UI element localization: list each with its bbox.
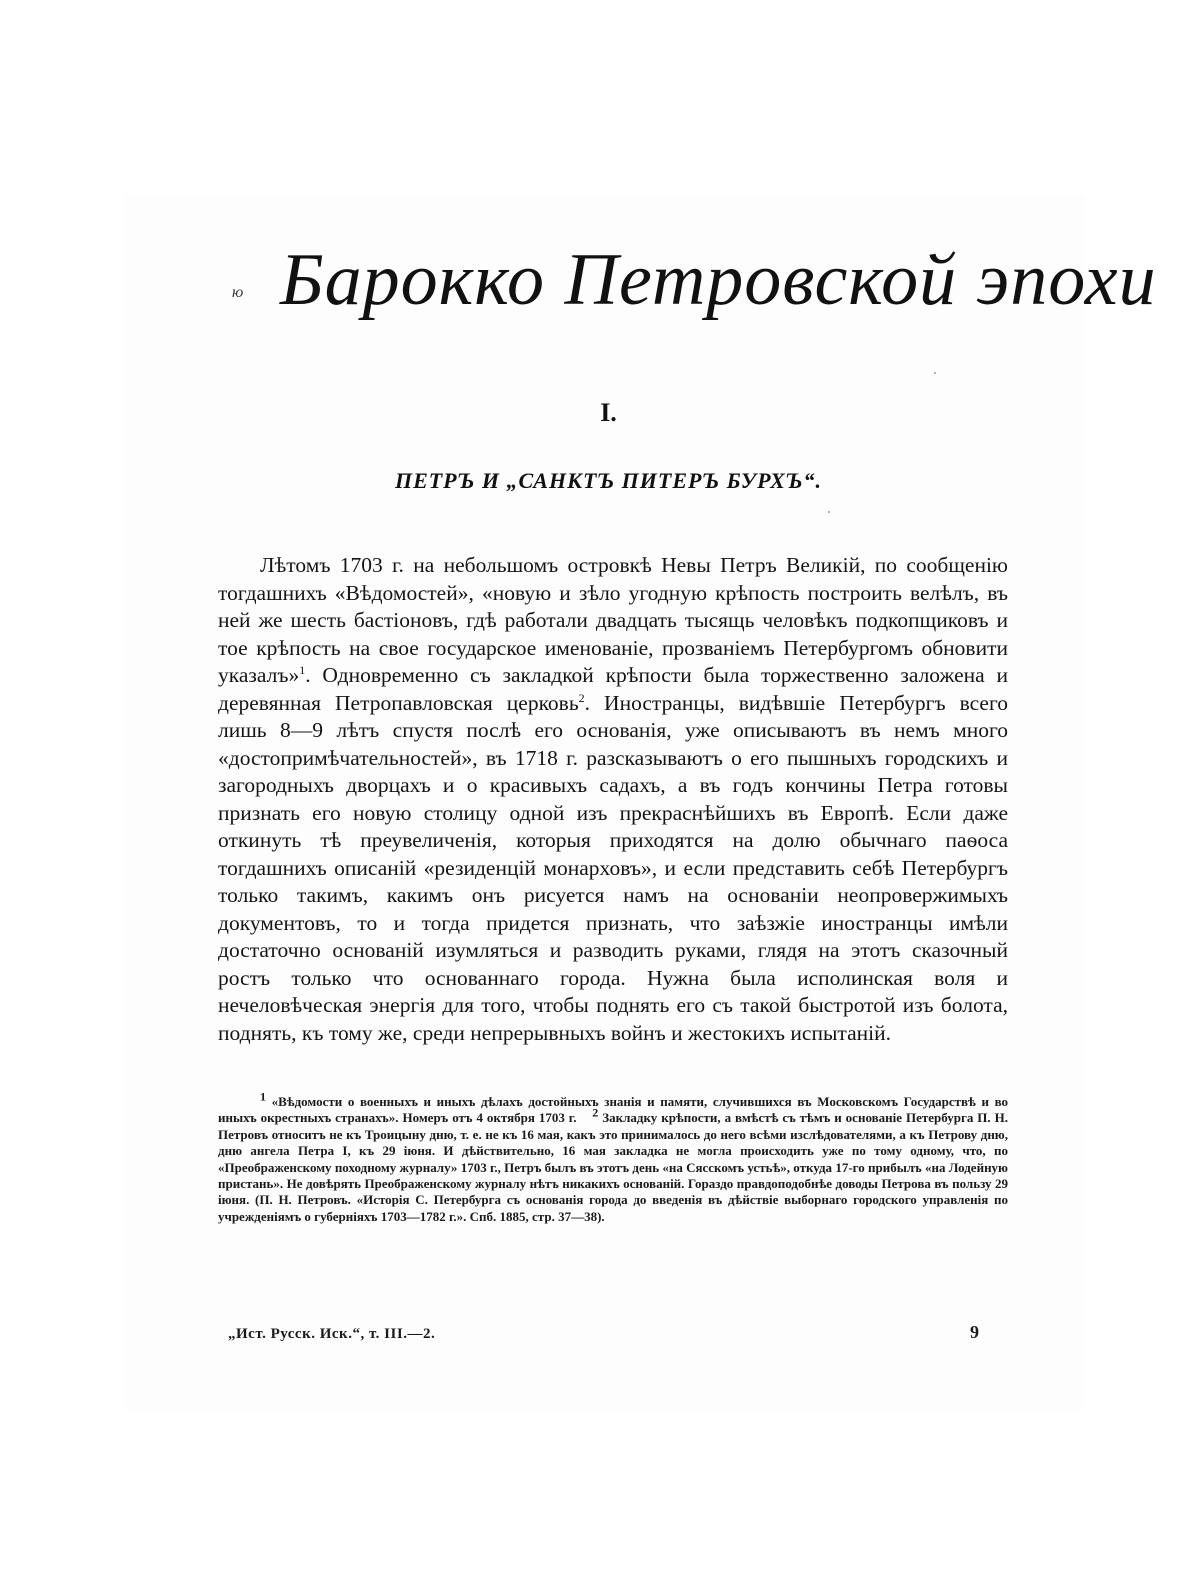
body-text-part-2: . Одновременно съ закладкой крѣпости была торжественно заложена и деревянная Петропавловская церковь: [218, 663, 1008, 715]
chapter-title: ПЕТРЪ И „САНКТЪ ПИТЕРЪ БУРХЪ“.: [394, 468, 823, 493]
footnotes: [218, 1089, 1009, 1225]
print-speck: [934, 372, 936, 374]
footnote-1-text: «Вѣдомости о военныхъ и иныхъ дѣлахъ достойныхъ знанія и памяти, случившихся въ Московскомъ Государствѣ и во иныхъ окрестныхъ странахъ». Номеръ отъ 4 октября 1703 г.: [218, 1094, 1009, 1126]
chapter-number: I.: [600, 398, 617, 427]
footnote-2-text: Закладку крѣпости, а вмѣстѣ съ тѣмъ и основаніе Петербурга П. Н. Петровъ относитъ не къ Троицыну дню, т. е. не къ 16 мая, какъ это принималось до него всѣми изслѣдователями, а къ Петрову дню, дню ангела Петра I, къ 29 іюня. И дѣйствительно, 16 мая закладка не могла происходить уже по тому одному, что, по «Преображенскому походному журналу» 1703 г., Петръ былъ въ этотъ день «на Сясскомъ устьѣ», откуда 17-го прибылъ «на Лодейную пристань». Не довѣрять Преображенскому журналу нѣтъ никакихъ основаній. Гораздо правдоподобнѣе доводы Петрова въ пользу 29 іюня. (П. Н. Петровъ. «Исторія С. Петербурга съ основанія города до введенія въ дѣйствіе выборнаго городского управленія по учрежденіямъ о губерніяхъ 1703—1782 г.». Спб. 1885, стр. 37—38).: [218, 1110, 1008, 1224]
margin-mark: ю: [232, 284, 244, 301]
body-text-part-1: Лѣтомъ 1703 г. на небольшомъ островкѣ Невы Петръ Великій, по сообщенію тогдашнихъ «Вѣдомостей», «новую и зѣло угодную крѣпость построить велѣлъ, въ ней же шесть бастіоновъ, гдѣ работали двадцать тысящь человѣкъ подкопщиковъ и тое крѣпость на свое государское именованіе, прозваніемъ Петербургомъ обновити указалъ»: [218, 553, 1008, 687]
footnote-2-marker: 2: [592, 1106, 599, 1121]
footer-source: „Ист. Русск. Иск.“, т. III.—2.: [228, 1326, 436, 1342]
footnote-1-marker: 1: [260, 1089, 266, 1104]
footnote-ref-1: 1: [299, 662, 306, 677]
body-text-part-3: . Иностранцы, видѣвшіе Петербургъ всего лишь 8—9 лѣтъ спустя послѣ его основанія, уже описываютъ въ немъ много «достопримѣчательностей», въ 1718 г. разсказываютъ о его пышныхъ городскихъ и загородныхъ дворцахъ и о красивыхъ садахъ, а въ годъ кончины Петра готовы признать его новую столицу одной изъ прекраснѣйшихъ въ Европѣ. Если даже откинуть тѣ преувеличенія, которыя приходятся на долю обычнаго паѳоса тогдашнихъ описаній «резиденцій монарховъ», и если представить себѣ Петербургъ только такимъ, какимъ онъ рисуется намъ на основаніи неопровержимыхъ документовъ, то и тогда придется признать, что заѣзжіе иностранцы имѣли достаточно основаній изумляться и разводить руками, глядя на этотъ сказочный ростъ только что основаннаго города. Нужна была исполинская воля и нечеловѣческая энергія для того, чтобы поднять его съ такой быстротой изъ болота, поднять, къ тому же, среди непрерывныхъ войнъ и жестокихъ испытаній.: [218, 690, 1008, 1045]
page-title: Барокко Петровской эпохи: [280, 239, 1157, 321]
page-number: 9: [970, 1322, 979, 1342]
body-paragraph: [218, 552, 1008, 1047]
print-speck: [828, 511, 830, 513]
footnote-ref-2: 2: [578, 690, 585, 705]
